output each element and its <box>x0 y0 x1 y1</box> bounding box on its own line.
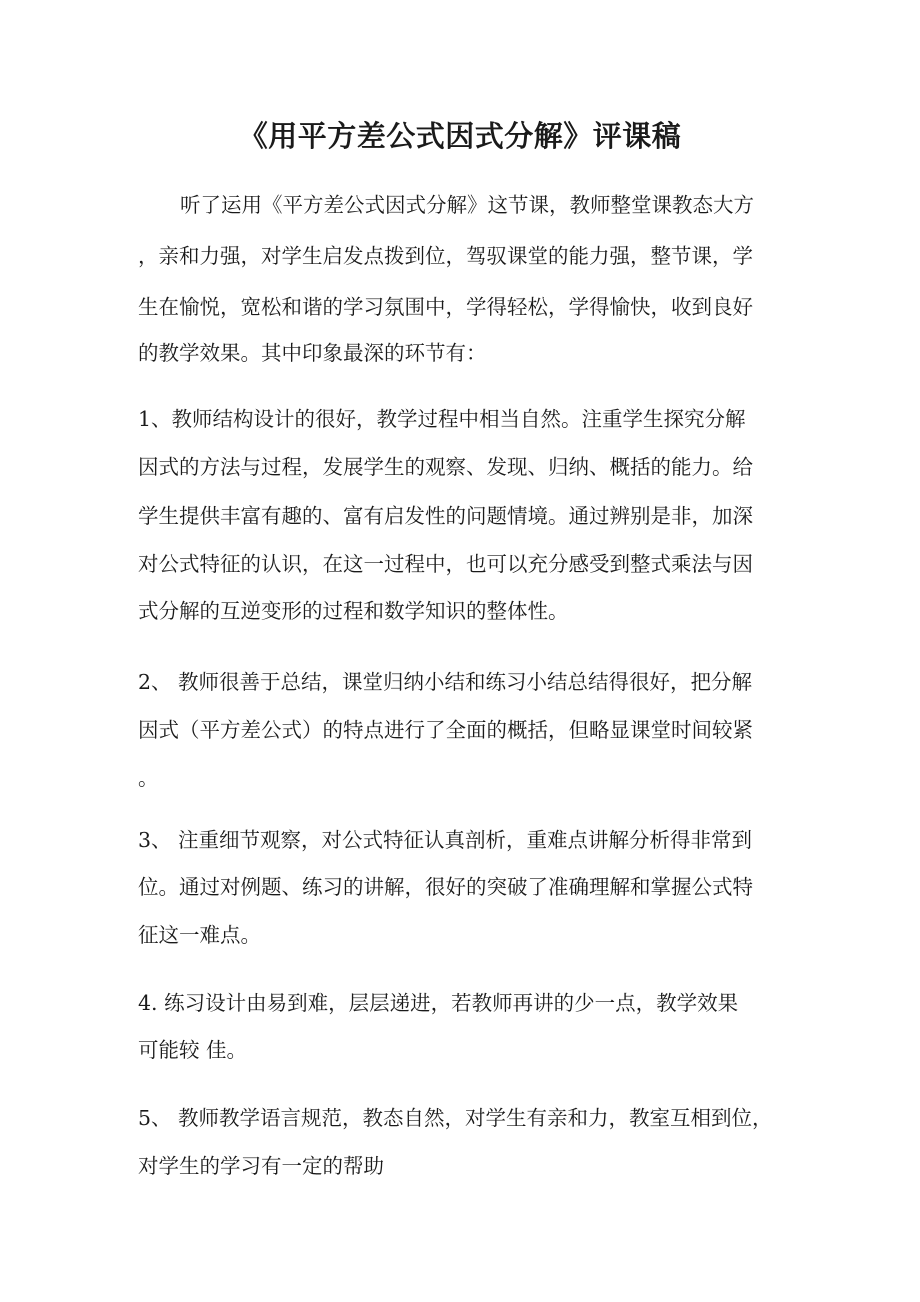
paragraph-line: 1、教师结构设计的很好，教学过程中相当自然。注重学生探究分解 <box>138 407 746 431</box>
paragraph-line: 对学生的学习有一定的帮助 <box>138 1154 384 1178</box>
paragraph-line: 2、 教师很善于总结，课堂归纳小结和练习小结总结得很好，把分解 <box>138 670 753 694</box>
paragraph-line: 学生提供丰富有趣的、富有启发性的问题情境。通过辨别是非，加深 <box>138 504 753 528</box>
paragraph-line: 因式（平方差公式）的特点进行了全面的概括，但略显课堂时间较紧 <box>138 718 753 742</box>
paragraph-line: 征这一难点。 <box>138 923 261 947</box>
paragraph-line: ，亲和力强，对学生启发点拨到位，驾驭课堂的能力强，整节课，学 <box>138 244 753 268</box>
paragraph-line: 。 <box>138 766 159 790</box>
paragraph-line: 位。通过对例题、练习的讲解，很好的突破了准确理解和掌握公式特 <box>138 875 753 899</box>
paragraph-line: 听了运用《平方差公式因式分解》这节课，教师整堂课教态大方 <box>180 193 754 217</box>
paragraph-line: 3、 注重细节观察，对公式特征认真剖析，重难点讲解分析得非常到 <box>138 828 753 852</box>
paragraph-line: 式分解的互逆变形的过程和数学知识的整体性。 <box>138 599 569 623</box>
paragraph-line: 生在愉悦，宽松和谐的学习氛围中，学得轻松，学得愉快，收到良好 <box>138 295 753 319</box>
paragraph-line: 因式的方法与过程，发展学生的观察、发现、归纳、概括的能力。给 <box>138 455 753 479</box>
paragraph-line: 5、 教师教学语言规范，教态自然，对学生有亲和力，教室互相到位， <box>138 1106 773 1130</box>
paragraph-line: 可能较 佳。 <box>138 1038 248 1062</box>
paragraph-line: 4. 练习设计由易到难，层层递进，若教师再讲的少一点，教学效果 <box>138 991 739 1015</box>
paragraph-line: 的教学效果。其中印象最深的环节有： <box>138 341 487 365</box>
document-title: 《用平方差公式因式分解》评课稿 <box>238 119 682 153</box>
paragraph-line: 对公式特征的认识，在这一过程中，也可以充分感受到整式乘法与因 <box>138 552 753 576</box>
